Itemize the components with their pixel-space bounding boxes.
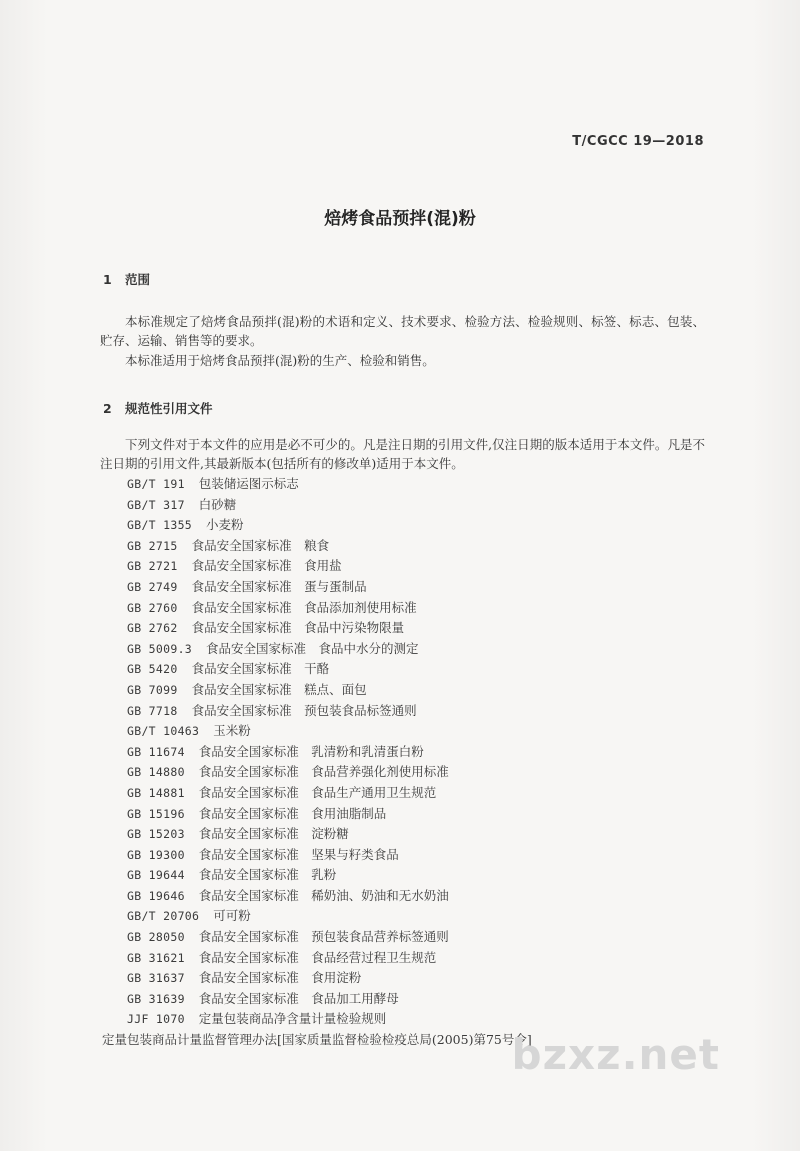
section-1-paragraph-2: 本标准适用于焙烤食品预拌(混)粉的生产、检验和销售。 xyxy=(125,353,435,368)
reference-item xyxy=(127,701,687,722)
reference-code: GB 2762 xyxy=(127,621,178,636)
reference-code: GB 11674 xyxy=(127,744,185,759)
reference-code: GB 15203 xyxy=(127,827,185,842)
reference-code: GB/T 10463 xyxy=(127,724,200,739)
reference-item xyxy=(127,556,687,577)
reference-code: GB 2749 xyxy=(127,579,178,594)
reference-item xyxy=(127,618,687,639)
reference-code: GB/T 20706 xyxy=(127,909,200,924)
reference-code: GB 31639 xyxy=(127,991,185,1006)
reference-item xyxy=(127,824,687,845)
reference-title: 小麦粉 xyxy=(206,517,244,533)
reference-code: GB 7718 xyxy=(127,703,178,718)
reference-title: 食品安全国家标准 食品添加剂使用标准 xyxy=(191,599,417,615)
reference-item xyxy=(127,865,687,886)
reference-item xyxy=(127,968,687,989)
section-2-title: 规范性引用文件 xyxy=(125,401,213,416)
reference-title: 食品安全国家标准 乳粉 xyxy=(198,867,337,883)
reference-item xyxy=(127,721,687,742)
reference-title: 食品安全国家标准 食用淀粉 xyxy=(198,970,362,986)
reference-title: 包装储运图示标志 xyxy=(198,476,299,491)
watermark: bzxz.net xyxy=(511,1030,720,1079)
reference-title: 食品安全国家标准 食品营养强化剂使用标准 xyxy=(198,764,449,780)
reference-item xyxy=(127,659,687,680)
section-2-intro: 下列文件对于本文件的应用是必不可少的。凡是注日期的引用文件,仅注日期的版本适用于本文件。凡是不注日期的引用文件,其最新版本(包括所有的修改单)适用于本文件。 xyxy=(100,437,705,471)
section-2-heading xyxy=(103,399,213,417)
reference-item xyxy=(127,845,687,866)
standard-number: T/CGCC 19—2018 xyxy=(572,134,704,149)
reference-item xyxy=(127,783,687,804)
reference-list xyxy=(102,474,687,1051)
reference-code: GB 31621 xyxy=(127,950,185,965)
reference-item xyxy=(127,1009,687,1030)
reference-code: GB 7099 xyxy=(127,682,178,697)
reference-item xyxy=(127,577,687,598)
reference-item xyxy=(127,536,687,557)
reference-title: 食品安全国家标准 食品经营过程卫生规范 xyxy=(198,949,437,965)
reference-item xyxy=(127,742,687,763)
reference-closing-line: 定量包装商品计量监督管理办法[国家质量监督检验检疫总局(2005)第75号令] xyxy=(102,1032,532,1048)
reference-item xyxy=(127,515,687,536)
reference-code: GB 14880 xyxy=(127,765,185,780)
reference-code: GB 19646 xyxy=(127,888,185,903)
reference-title: 食品安全国家标准 食品加工用酵母 xyxy=(198,990,399,1006)
reference-title: 白砂糖 xyxy=(198,496,237,512)
reference-item xyxy=(127,598,687,619)
reference-title: 可可粉 xyxy=(213,908,251,924)
reference-code: GB 14881 xyxy=(127,785,185,800)
reference-title: 玉米粉 xyxy=(213,723,251,739)
reference-code: GB 2715 xyxy=(127,538,178,553)
reference-title: 食品安全国家标准 预包装食品标签通则 xyxy=(191,702,417,718)
reference-title: 食品安全国家标准 干酪 xyxy=(191,661,330,677)
section-2-number: 2 xyxy=(103,401,112,416)
section-1-heading xyxy=(103,270,150,288)
section-1-paragraph-1: 本标准规定了焙烤食品预拌(混)粉的术语和定义、技术要求、检验方法、检验规则、标签、标志、包装、贮存、运输、销售等的要求。 xyxy=(100,314,705,348)
reference-title: 食品安全国家标准 蛋与蛋制品 xyxy=(191,578,367,594)
reference-code: GB 5420 xyxy=(127,662,178,677)
reference-code: GB 5009.3 xyxy=(127,641,193,656)
reference-title: 定量包装商品净含量计量检验规则 xyxy=(198,1011,387,1027)
reference-item xyxy=(127,474,687,495)
reference-title: 食品安全国家标准 坚果与籽类食品 xyxy=(198,846,399,862)
reference-title: 食品安全国家标准 乳清粉和乳清蛋白粉 xyxy=(198,743,424,759)
document-title: 焙烤食品预拌(混)粉 xyxy=(324,209,476,229)
reference-code: GB/T 191 xyxy=(127,477,185,491)
reference-item xyxy=(127,886,687,907)
reference-title: 食品安全国家标准 食用盐 xyxy=(191,558,342,574)
reference-code: GB 28050 xyxy=(127,930,185,945)
reference-title: 食品安全国家标准 淀粉糖 xyxy=(198,826,349,842)
reference-code: GB 2760 xyxy=(127,600,178,615)
reference-code: GB 19644 xyxy=(127,868,185,883)
reference-item xyxy=(127,989,687,1010)
reference-code: GB 19300 xyxy=(127,847,185,862)
reference-item xyxy=(127,762,687,783)
section-1-number: 1 xyxy=(103,272,112,287)
reference-code: GB 31637 xyxy=(127,971,185,986)
reference-title: 食品安全国家标准 食品中污染物限量 xyxy=(191,620,405,636)
reference-title: 食品安全国家标准 糕点、面包 xyxy=(191,681,367,697)
reference-title: 食品安全国家标准 稀奶油、奶油和无水奶油 xyxy=(198,887,449,903)
reference-title: 食品安全国家标准 食品生产通用卫生规范 xyxy=(198,784,437,800)
section-1-title: 范围 xyxy=(125,272,151,287)
reference-code: GB/T 317 xyxy=(127,497,185,512)
reference-item xyxy=(127,948,687,969)
reference-title: 食品安全国家标准 预包装食品营养标签通则 xyxy=(198,929,449,945)
reference-title: 食品安全国家标准 食用油脂制品 xyxy=(198,805,387,821)
reference-item xyxy=(127,639,687,660)
reference-item xyxy=(127,906,687,927)
reference-item xyxy=(127,680,687,701)
reference-title: 食品安全国家标准 食品中水分的测定 xyxy=(206,640,419,656)
reference-item xyxy=(127,495,687,516)
reference-code: GB 2721 xyxy=(127,559,178,574)
reference-code: JJF 1070 xyxy=(127,1012,185,1027)
reference-item xyxy=(127,804,687,825)
reference-item xyxy=(127,927,687,948)
reference-title: 食品安全国家标准 粮食 xyxy=(191,537,330,553)
reference-code: GB 15196 xyxy=(127,806,185,821)
reference-code: GB/T 1355 xyxy=(127,518,193,533)
